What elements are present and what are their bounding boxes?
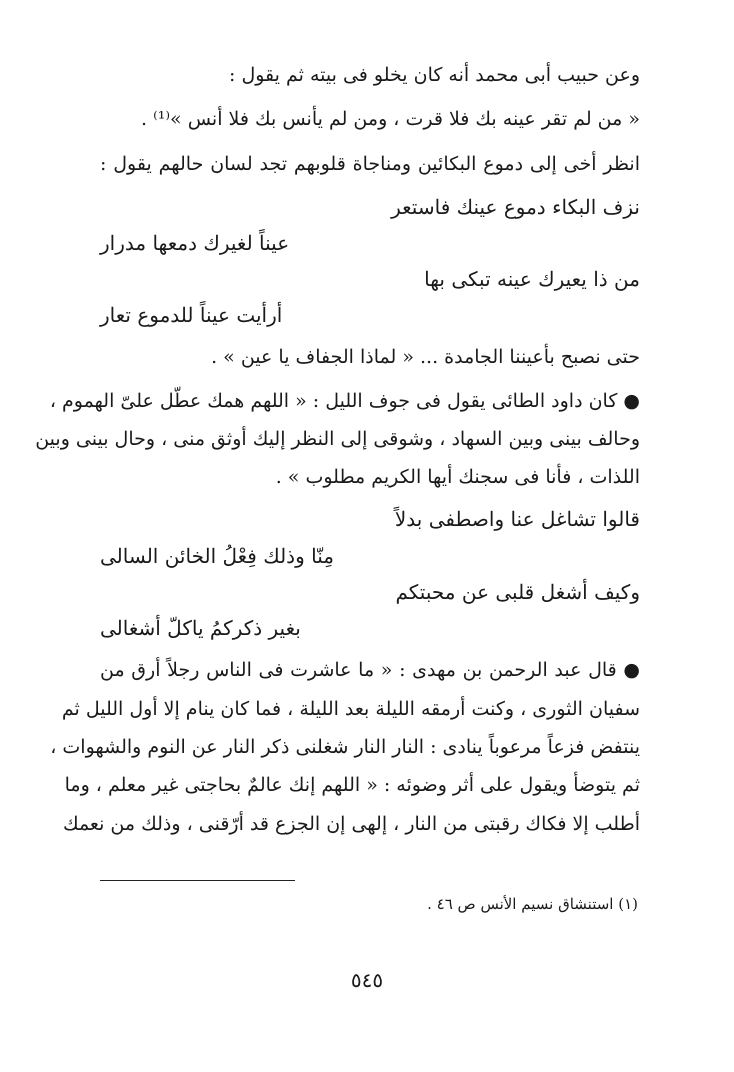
text-line: أطلب إلا فكاك رقبتى من النار ، إلهى إن الجزع قد أرّقنى ، وذلك من نعمك <box>62 813 640 835</box>
verse-hemistich: وكيف أشغل قلبى عن محبتكم <box>395 580 640 604</box>
verse-hemistich: عيناً لغيرك دمعها مدرار <box>100 231 290 255</box>
text-line: ثم يتوضأ ويقول على أثر وضوئه : « اللهم إنك عالمٌ بحاجتى غير معلم ، وما <box>64 774 640 796</box>
text-line: سفيان الثورى ، وكنت أرمقه الليلة بعد الليلة ، فما كان ينام إلا أول الليل ثم <box>61 698 640 720</box>
verse-hemistich: نزف البكاء دموع عينك فاستعر <box>391 195 640 219</box>
verse-hemistich: من ذا يعيرك عينه تبكى بها <box>424 267 640 291</box>
verse-hemistich: أرأيت عيناً للدموع تعار <box>100 303 283 327</box>
text-line: حتى نصبح بأعيننا الجامدة ... « لماذا الجفاف يا عين » . <box>211 346 640 368</box>
footnote: (١) استنشاق نسيم الأنس ص ٤٦ . <box>427 895 638 913</box>
text-line: ينتفض فزعاً مرعوباً ينادى : النار النار شغلنى ذكر النار عن النوم والشهوات ، <box>50 736 640 758</box>
footnote-separator <box>100 880 295 881</box>
verse-hemistich: بغير ذكركمُ ياكلّ أشغالى <box>100 616 301 640</box>
text-line: وعن حبيب أبى محمد أنه كان يخلو فى بيته ثم يقول : <box>229 64 640 86</box>
verse-hemistich: مِنّا وذلك فِعْلُ الخائن السالى <box>100 544 334 568</box>
text-line: ● قال عبد الرحمن بن مهدى : « ما عاشرت فى الناس رجلاً أرق من <box>100 659 640 681</box>
text-line: اللذات ، فأنا فى سجنك أيها الكريم مطلوب » . <box>275 466 640 488</box>
text-line: « من لم تقر عينه بك فلا قرت ، ومن لم يأنس بك فلا أنس »⁽¹⁾ . <box>141 108 640 130</box>
page-number: ٥٤٥ <box>350 968 384 992</box>
text-line: ● كان داود الطائى يقول فى جوف الليل : « اللهم همك عطّل علىّ الهموم ، <box>49 390 640 412</box>
text-line: وحالف بينى وبين السهاد ، وشوقى إلى النظر إليك أوثق منى ، وحال بينى وبين <box>35 428 640 450</box>
text-line: انظر أخى إلى دموع البكائين ومناجاة قلوبهم تجد لسان حالهم يقول : <box>100 153 640 175</box>
verse-hemistich: قالوا تشاغل عنا واصطفى بدلاً <box>394 507 640 531</box>
